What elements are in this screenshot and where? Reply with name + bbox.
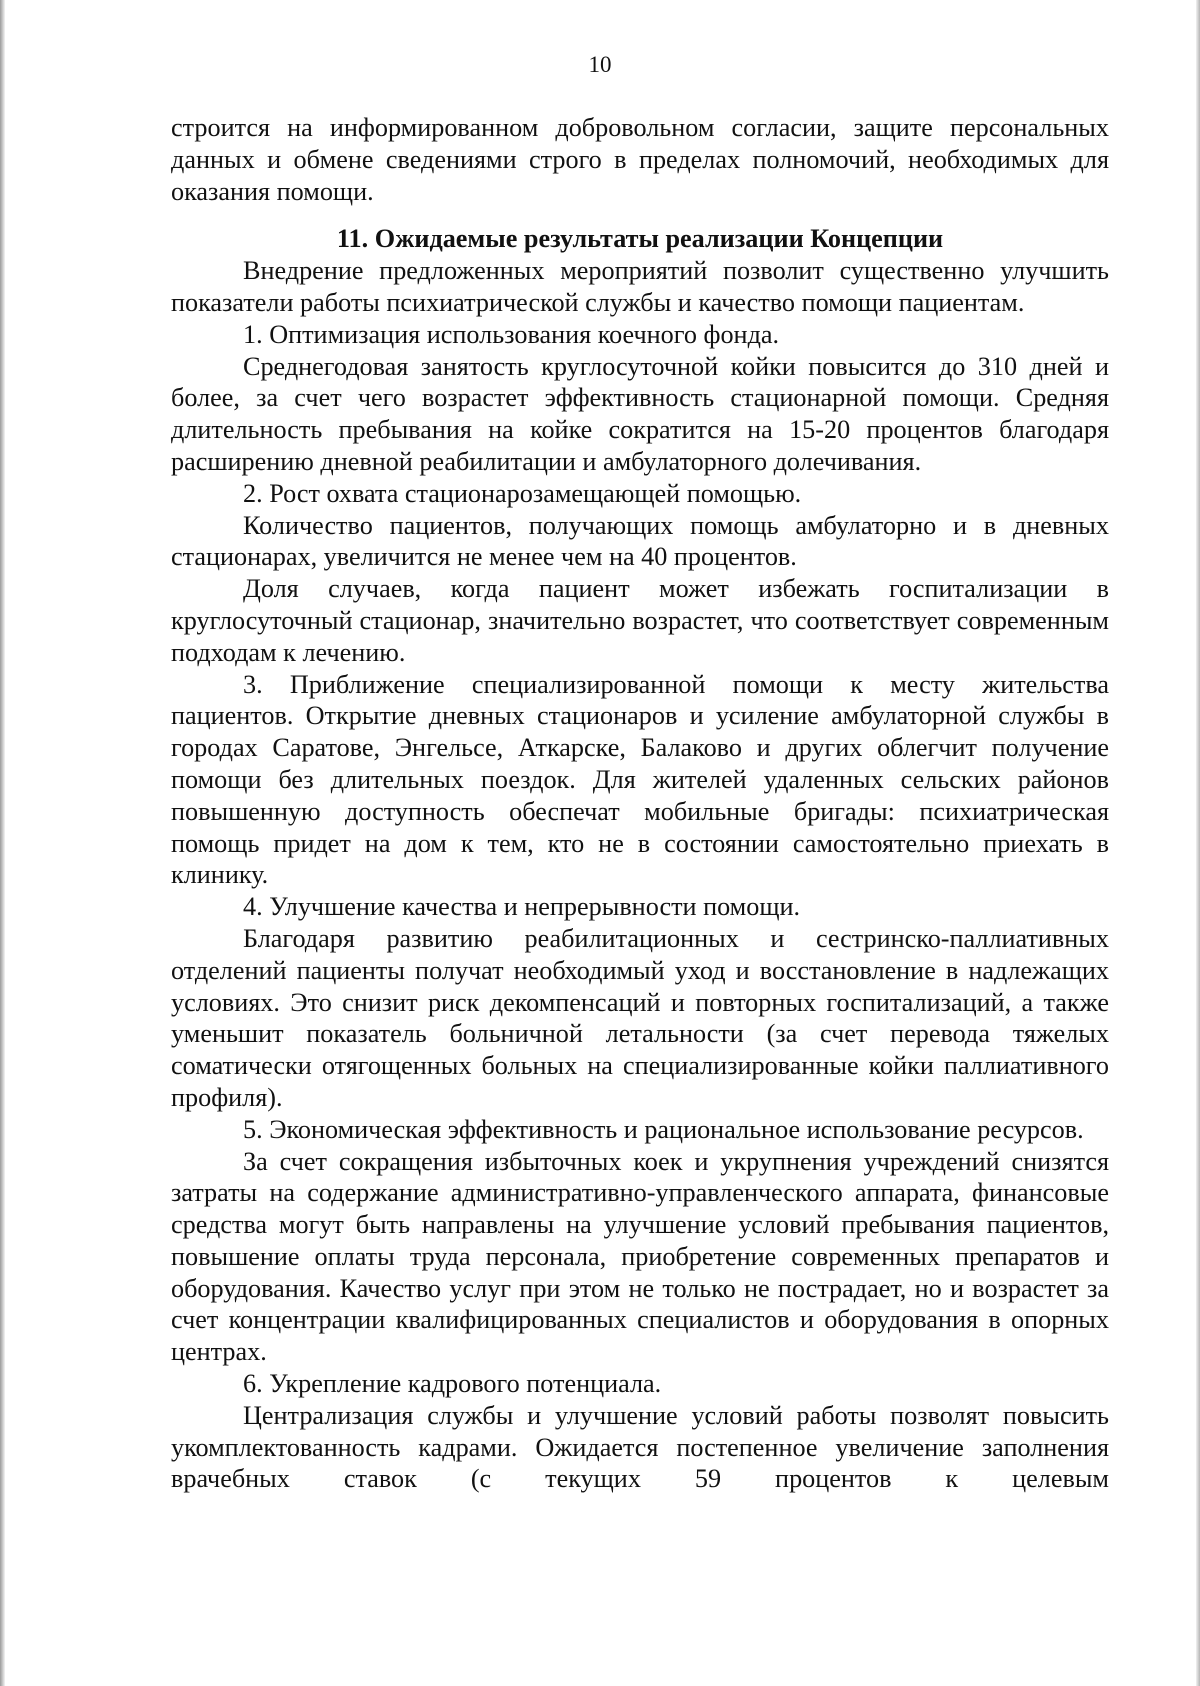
- list-item-heading: 2. Рост охвата стационарозамещающей помощью.: [243, 478, 802, 508]
- paragraph-continued: строится на информированном добровольном согласии, защите персональных данных и обмене сведениями строго в пределах полномочий, необходимых для оказания помощи.: [171, 113, 1109, 206]
- paragraph: Внедрение предложенных мероприятий позволит существенно улучшить показатели работы психиатрической службы и качество помощи пациентам.: [171, 256, 1109, 317]
- paragraph: Количество пациентов, получающих помощь амбулаторно и в дневных стационарах, увеличится не менее чем на 40 процентов.: [171, 510, 1109, 572]
- paragraph: Благодаря развитию реабилитационных и сестринско-паллиативных отделений пациенты получат необходимый уход и восстановление в надлежащих условиях. Это снизит риск декомпенсаций и повторных госпитализаций, а также уменьшит показатель больничной летальности (за счет перевода тяжелых соматически отягощенных больных на специализированные койки паллиативного профиля).: [171, 923, 1109, 1112]
- list-item-heading: 5. Экономическая эффективность и рациональное использование ресурсов.: [243, 1114, 1084, 1144]
- list-item-heading: 3. Приближение специализированной помощи к месту жительства пациентов. Открытие дневных стационаров и усиление амбулаторной службы в городах Саратове, Энгельсе, Аткарске, Балаково и других облегчит получение помощи без длительных поездок. Для жителей удаленных сельских районов повышенную доступность обеспечат мобильные бригады: психиатрическая помощь придет на дом к тем, кто не в состоянии самостоятельно приехать в клинику.: [171, 669, 1109, 890]
- page-number: 10: [588, 52, 612, 77]
- list-item-heading: 6. Укрепление кадрового потенциала.: [243, 1369, 662, 1399]
- paragraph: Доля случаев, когда пациент может избежать госпитализации в круглосуточный стационар, значительно возрастет, что соответствует современным подходам к лечению.: [171, 574, 1109, 667]
- document-body: [171, 112, 1109, 1495]
- paragraph: За счет сокращения избыточных коек и укрупнения учреждений снизятся затраты на содержание административно-управленческого аппарата, финансовые средства могут быть направлены на улучшение условий пребывания пациентов, повышение оплаты труда персонала, приобретение современных препаратов и оборудования. Качество услуг при этом не только не пострадает, но и возрастет за счет концентрации квалифицированных специалистов и оборудования в опорных центрах.: [171, 1146, 1109, 1367]
- scan-edge-left: [0, 0, 5, 1686]
- paragraph: Среднегодовая занятость круглосуточной койки повысится до 310 дней и более, за счет чего возрастет эффективность стационарной помощи. Средняя длительность пребывания на койке сократится на 15-20 процентов благодаря расширению дневной реабилитации и амбулаторного долечивания.: [171, 351, 1109, 476]
- list-item-heading: 1. Оптимизация использования коечного фонда.: [243, 319, 780, 349]
- paragraph: Централизация службы и улучшение условий работы позволят повысить укомплектованность кадрами. Ожидается постепенное увеличение заполнения врачебных ставок (с текущих 59 процентов к целевым: [171, 1400, 1109, 1494]
- section-title: 11. Ожидаемые результаты реализации Концепции: [336, 224, 944, 254]
- list-item-heading: 4. Улучшение качества и непрерывности помощи.: [243, 892, 801, 922]
- scan-edge-right: [1196, 0, 1200, 1686]
